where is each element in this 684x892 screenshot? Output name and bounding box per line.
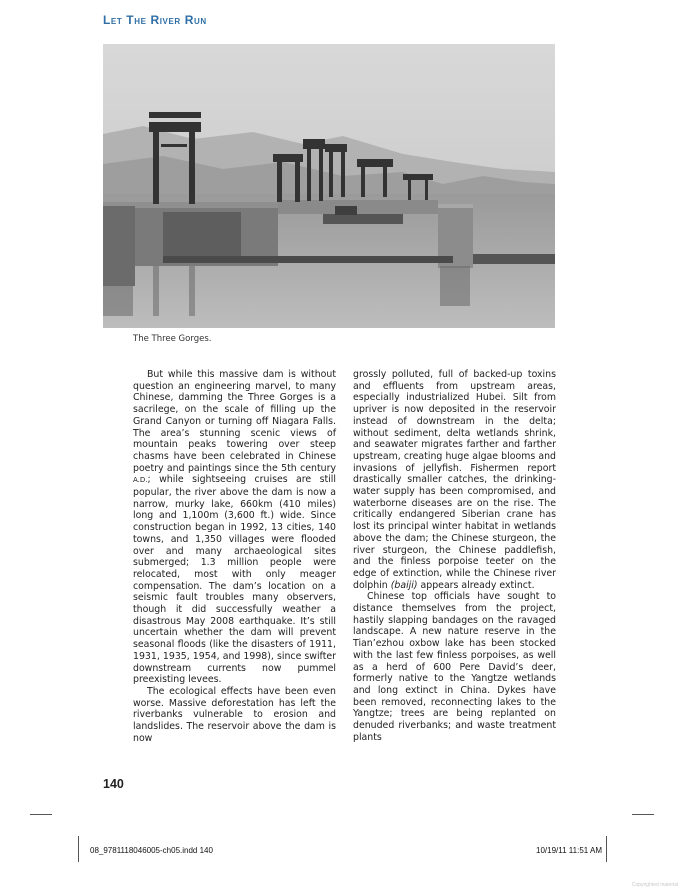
body-column-left bbox=[133, 369, 336, 745]
dam-photo-illustration bbox=[103, 44, 555, 328]
paragraph-text: appears already extinct. bbox=[417, 579, 535, 591]
paragraph-text: grossly polluted, full of backed-up toxins and effluents from upstream areas, especially industrialized Hubei. Silt from upriver is now deposited in the reservoir instead of downstream in the delta; without sediment, delta wetlands shrink, and seawater migrates farther and farther upstream, creating huge algae blooms and invasions of jellyfish. Fishermen report drastically smaller catches, the drinking-water supply has been compromised, and waterborne diseases are on the rise. The critically endangered Siberian crane has lost its principal winter habitat in wetlands above the dam; the Chinese sturgeon, the river sturgeon, the Chinese paddlefish, and the finless porpoise teeter on the edge of extinction, while the Chinese river dolphin bbox=[353, 369, 556, 591]
paragraph-text: ; while sightseeing cruises are still popular, the river above the dam is now a narrow, murky lake, 660km (410 miles) long and 1,100m (3,600 ft.) wide. Since construction began in 1992, 13 cities, 140 towns, and 1,350 villages were flooded over and many archaeological sites submerged; 1.3 million people were relocated, most with only meager compensation. The dam’s location on a seismic fault troubles many observers, though it did successfully weather a disastrous May 2008 earthquake. It’s still uncertain whether the dam will prevent seasonal floods (like the disasters of 1911, 1931, 1935, 1954, and 1998), since swifter downstream currents now pummel preexisting levees. bbox=[133, 474, 336, 686]
paragraph: The ecological effects have been even worse. Massive deforestation has left the riverbanks vulnerable to erosion and landslides. The reservoir above the dam is now bbox=[133, 685, 336, 744]
slug-file-info: 08_9781118046005-ch05.indd 140 bbox=[90, 846, 213, 855]
photo-caption: The Three Gorges. bbox=[133, 334, 212, 344]
paragraph bbox=[133, 369, 336, 686]
three-gorges-photo bbox=[103, 44, 555, 328]
crop-mark bbox=[606, 836, 607, 862]
slug-datetime: 10/19/11 11:51 AM bbox=[536, 846, 602, 855]
paragraph-text: But while this massive dam is without question an engineering marvel, to many Chinese, damming the Three Gorges is a sacrilege, on the scale of filling up the Grand Canyon or turning off Niagara Falls. The area’s stunning scenic views of mountain peaks towering over steep chasms have been celebrated in Chinese poetry and paintings since the 5th century bbox=[133, 369, 336, 474]
italic-term: (baiji) bbox=[390, 579, 418, 591]
paragraph bbox=[353, 369, 556, 591]
crop-mark bbox=[78, 836, 79, 862]
paragraph: Chinese top officials have sought to distance themselves from the project, hastily slapping bandages on the ravaged landscape. A new nature reserve in the Tian’ezhou oxbow lake has been stocked with the last few finless porpoises, as well as a herd of 600 Pere David’s deer, formerly native to the Yangtze wetlands and long extinct in China. Dykes have been removed, reconnecting lakes to the Yangtze; trees are being replanted on denuded riverbanks; and waste treatment plants bbox=[353, 591, 556, 743]
crop-mark bbox=[30, 814, 52, 815]
running-head: Let The River Run bbox=[103, 13, 207, 27]
page-number: 140 bbox=[103, 777, 124, 791]
body-column-right bbox=[353, 369, 556, 744]
crop-mark bbox=[632, 814, 654, 815]
era-abbreviation: A.D. bbox=[133, 476, 148, 485]
copyright-notice: Copyrighted material bbox=[631, 882, 678, 888]
